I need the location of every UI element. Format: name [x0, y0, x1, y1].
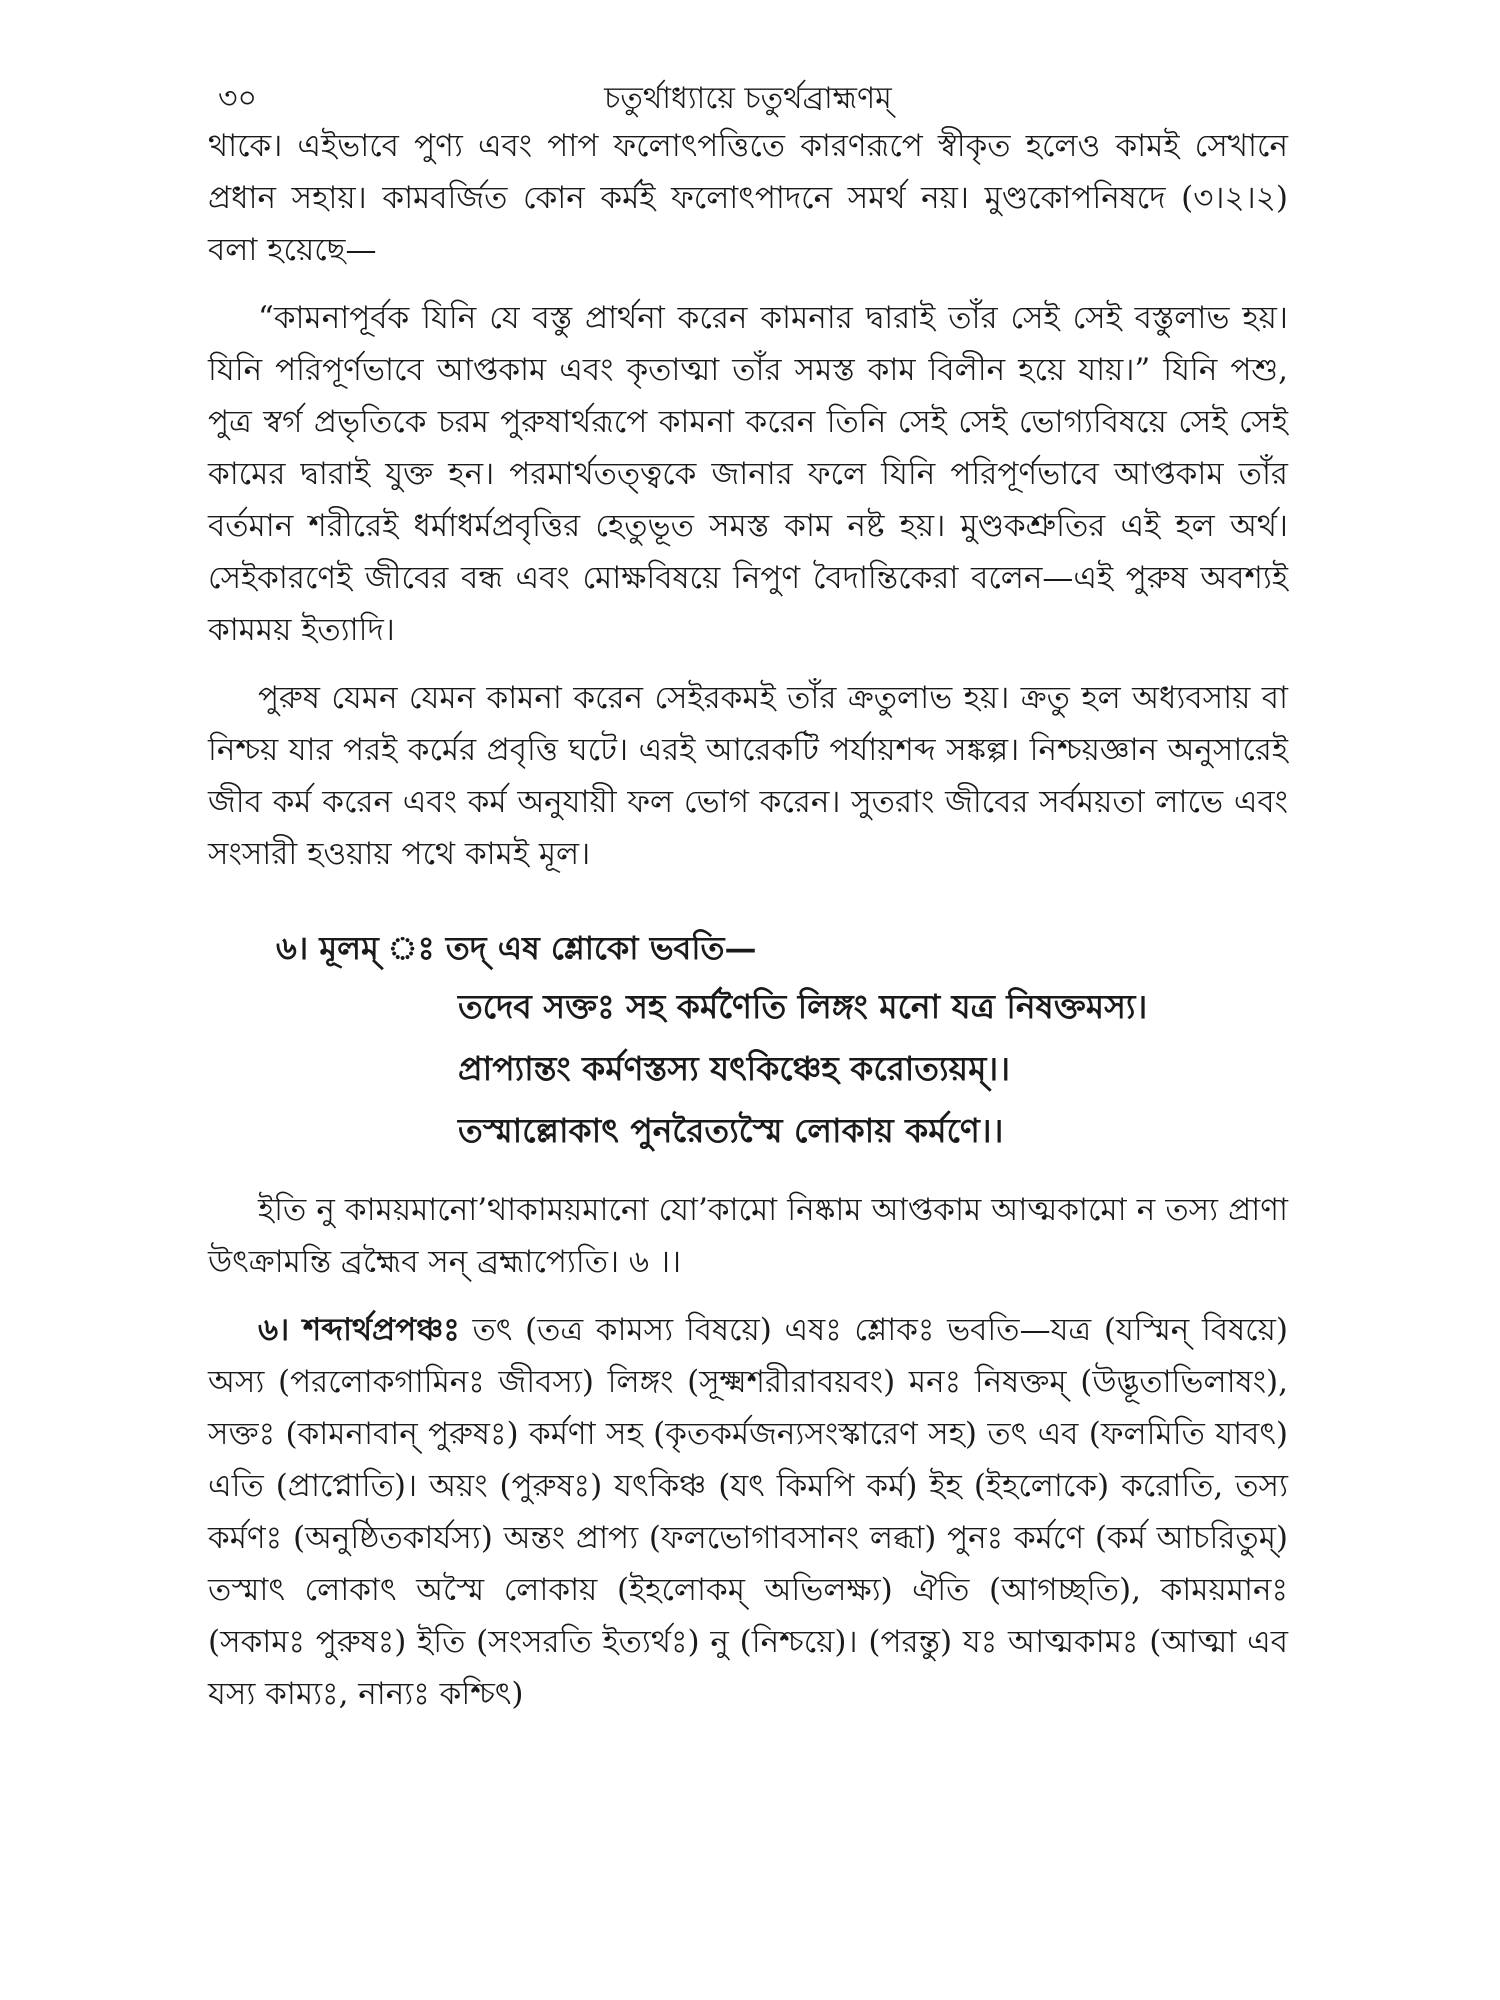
verse-intro: ৬। মূলম্ ঃ তদ্ এষ শ্লোকো ভবতি— — [276, 929, 757, 967]
paragraph-quote: “কামনাপূর্বক যিনি যে বস্তু প্রার্থনা করেন কামনার দ্বারাই তাঁর সেই সেই বস্তুলাভ হয়। যিনি পরিপূর্ণভাবে আপ্তকাম এবং কৃতাত্মা তাঁর সমস্ত কাম বিলীন হয়ে যায়।” যিনি পশু, পুত্র স্বর্গ প্রভৃতিকে চরম পুরুষার্থরূপে কামনা করেন তিনি সেই সেই ভোগ্যবিষয়ে সেই সেই কামের দ্বারাই যুক্ত হন। পরমার্থতত্ত্বকে জানার ফলে যিনি পরিপূর্ণভাবে আপ্তকাম তাঁর বর্তমান শরীরেই ধর্মাধর্মপ্রবৃত্তির হেতুভূত সমস্ত কাম নষ্ট হয়। মুণ্ডকশ্রুতির এই হল অর্থ। সেইকারণেই জীবের বন্ধ এবং মোক্ষবিষয়ে নিপুণ বৈদান্তিকেরা বলেন—এই পুরুষ অবশ্যই কামময় ইত্যাদি। — [208, 300, 1288, 648]
verse-line: তস্মাল্লোকাৎ পুনরৈত্যস্মৈ লোকায় কর্মণে।। — [458, 1111, 1004, 1150]
paragraph-kratu: পুরুষ যেমন যেমন কামনা করেন সেইরকমই তাঁর ক্রতুলাভ হয়। ক্রতু হল অধ্যবসায় বা নিশ্চয় যার পরই কর্মের প্রবৃত্তি ঘটে। এরই আরেকটি পর্যায়শব্দ সঙ্কল্প। নিশ্চয়জ্ঞান অনুসারেই জীব কর্ম করেন এবং কর্ম অনুযায়ী ফল ভোগ করেন। সুতরাং জীবের সর্বময়তা লাভে এবং সংসারী হওয়ায় পথে কামই মূল। — [208, 680, 1288, 872]
verse-line: প্রাপ্যান্তং কর্মণস্তস্য যৎকিঞ্চেহ করোত্যয়ম্।। — [458, 1049, 1010, 1088]
commentary-paragraph — [208, 1304, 1288, 1720]
verse-continuation: ইতি নু কাময়মানো’থাকাময়মানো যো’কামো নিষ্কাম আপ্তকাম আত্মকামো ন তস্য প্রাণা উৎক্রামন্তি ব্রহ্মৈব সন্ ব্রহ্মাপ্যেতি। ৬ ।। — [208, 1192, 1288, 1280]
page-number: ৩০ — [218, 81, 258, 116]
running-head — [208, 60, 1288, 120]
verse-line: তদেব সক্তঃ সহ কর্মণৈতি লিঙ্গং মনো যত্র নিষক্তমস্য। — [458, 987, 1148, 1026]
paragraph-intro: থাকে। এইভাবে পুণ্য এবং পাপ ফলোৎপত্তিতে কারণরূপে স্বীকৃত হলেও কামই সেখানে প্রধান সহায়। কামবর্জিত কোন কর্মই ফলোৎপাদনে সমর্থ নয়। মুণ্ডকোপনিষদে (৩।২।২) বলা হয়েছে— — [208, 128, 1288, 268]
chapter-title: চতুর্থাধ্যায়ে চতুর্থব্রাহ্মণম্ — [604, 81, 892, 116]
verse-block — [208, 976, 1288, 1162]
commentary-label: ৬। শব্দার্থপ্রপঞ্চঃ — [258, 1312, 460, 1348]
book-page — [208, 60, 1288, 1720]
commentary-text: তৎ (তত্র কামস্য বিষয়ে) এষঃ শ্লোকঃ ভবতি—যত্র (যস্মিন্ বিষয়ে) অস্য (পরলোকগামিনঃ জীবস্য) লিঙ্গং (সূক্ষ্মশরীরাবয়বং) মনঃ নিষক্তম্ (উদ্ভূতাভিলাষং), সক্তঃ (কামনাবান্ পুরুষঃ) কর্মণা সহ (কৃতকর্মজন্যসংস্কারেণ সহ) তৎ এব (ফলমিতি যাবৎ) এতি (প্রাপ্নোতি)। অয়ং (পুরুষঃ) যৎকিঞ্চ (যৎ কিমপি কর্ম) ইহ (ইহলোকে) করোতি, তস্য কর্মণঃ (অনুষ্ঠিতকার্যস্য) অন্তং প্রাপ্য (ফলভোগাবসানং লব্ধা) পুনঃ কর্মণে (কর্ম আচরিতুম্) তস্মাৎ লোকাৎ অস্মৈ লোকায় (ইহলোকম্ অভিলক্ষ্য) ঐতি (আগচ্ছতি), কাময়মানঃ (সকামঃ পুরুষঃ) ইতি (সংসরতি ইত্যর্থঃ) নু (নিশ্চয়ে)। (পরন্তু) যঃ আত্মকামঃ (আত্মা এব যস্য কাম্যঃ, নান্যঃ কশ্চিৎ) — [208, 1312, 1288, 1712]
